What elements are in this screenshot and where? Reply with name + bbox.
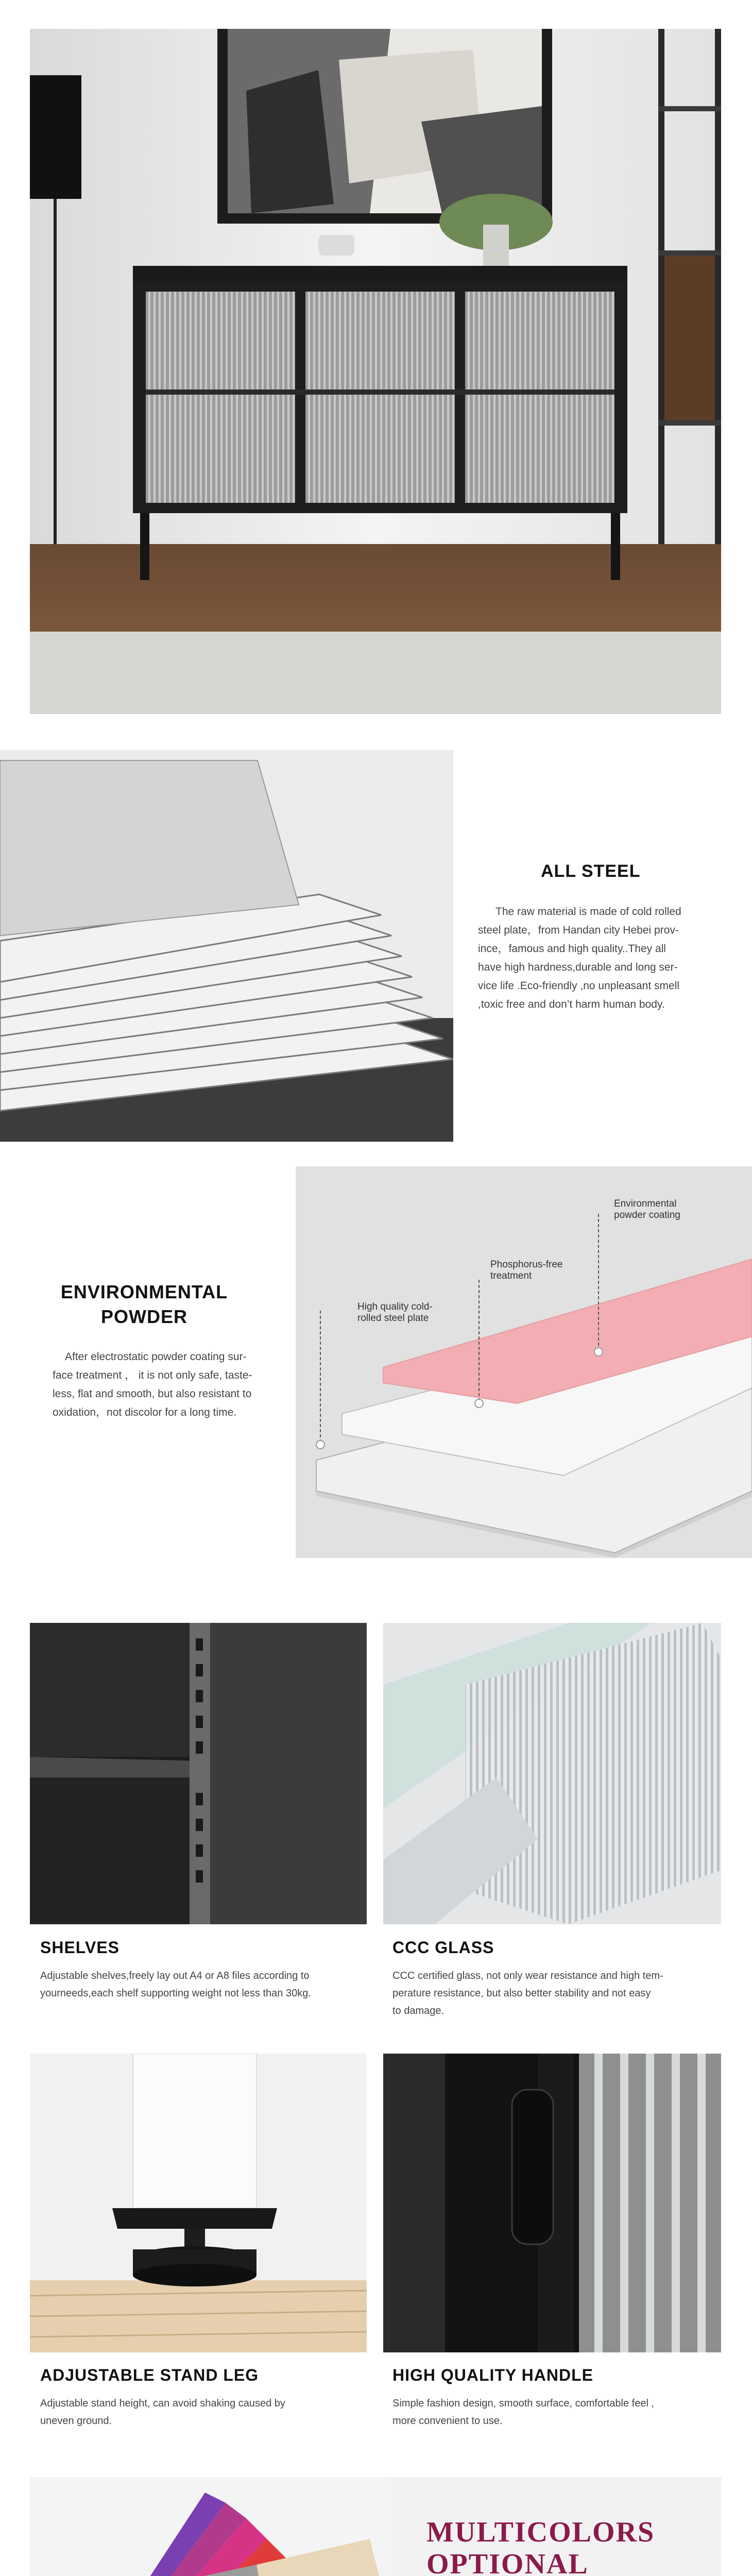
- text-line: less, flat and smooth, but also resistant to: [53, 1388, 252, 1400]
- text-line: The raw material is made of cold rolled: [495, 906, 681, 918]
- leg-photo: [30, 2054, 367, 2352]
- text-line: After electrostatic powder coating sur-: [65, 1351, 247, 1363]
- all-steel-description: [478, 903, 699, 1014]
- text-line: perature resistance, but also better stability and not easy: [392, 1988, 651, 1999]
- label-line: rolled steel plate: [357, 1313, 429, 1324]
- text-line: oxidation，not discolor for a long time.: [53, 1406, 237, 1418]
- hero-cabinet-photo: [30, 29, 721, 714]
- text-line: have high hardness,durable and long ser-: [478, 961, 678, 973]
- text-line: ,toxic free and don’t harm human body.: [478, 998, 665, 1010]
- layer-label-top: [614, 1198, 680, 1221]
- text-line: CCC certified glass, not only wear resistance and high tem-: [392, 1970, 663, 1981]
- steel-plates-photo: [0, 750, 453, 1142]
- multicolors-title: [426, 2516, 655, 2576]
- environmental-powder-description: [53, 1348, 279, 1422]
- shelves-description: [40, 1967, 360, 2002]
- text-line: Adjustable shelves,freely lay out A4 or A8 files according to: [40, 1970, 310, 1981]
- handle-photo: [383, 2054, 721, 2352]
- all-steel-title: ALL STEEL: [541, 861, 641, 881]
- multicolors-panel: [30, 2477, 721, 2576]
- text-line: to damage.: [392, 2005, 445, 2016]
- environmental-powder-title: [0, 1280, 288, 1329]
- glass-photo: [383, 1623, 721, 1924]
- color-swatch-photo: [30, 2477, 390, 2576]
- text-line: Simple fashion design, smooth surface, comfortable feel ,: [392, 2398, 655, 2409]
- text-line: more convenient to use.: [392, 2415, 503, 2427]
- handle-title: HIGH QUALITY HANDLE: [392, 2366, 593, 2384]
- text-line: ince，famous and high quality..They all: [478, 943, 666, 955]
- text-line: steel plate，from Handan city Hebei prov-: [478, 924, 679, 936]
- title-line: MULTICOLORS: [426, 2516, 655, 2548]
- title-line: ENVIRONMENTAL: [60, 1281, 228, 1302]
- text-line: Adjustable stand height, can avoid shaking caused by: [40, 2398, 285, 2409]
- label-line: High quality cold-: [357, 1301, 433, 1312]
- title-line: OPTIONAL: [426, 2548, 589, 2576]
- ccc-glass-description: [392, 1967, 717, 2020]
- label-line: treatment: [490, 1270, 532, 1281]
- label-line: Environmental: [614, 1198, 677, 1209]
- layer-label-middle: [490, 1259, 562, 1282]
- stand-leg-description: [40, 2395, 360, 2430]
- coating-layers-diagram: [296, 1166, 752, 1558]
- text-line: yourneeds,each shelf supporting weight not less than 30kg.: [40, 1988, 311, 1999]
- shelf-photo: [30, 1623, 367, 1924]
- text-line: uneven ground.: [40, 2415, 112, 2427]
- ccc-glass-title: CCC GLASS: [392, 1938, 494, 1957]
- layer-label-bottom: [357, 1301, 433, 1324]
- title-line: POWDER: [101, 1306, 187, 1327]
- label-line: Phosphorus-free: [490, 1259, 563, 1270]
- shelves-title: SHELVES: [40, 1938, 119, 1957]
- handle-description: [392, 2395, 717, 2430]
- text-line: face treatment ， it is not only safe, taste-: [53, 1369, 252, 1381]
- stand-leg-title: ADJUSTABLE STAND LEG: [40, 2366, 259, 2384]
- text-line: vice life .Eco-friendly ,no unpleasant smell: [478, 980, 680, 992]
- label-line: powder coating: [614, 1210, 680, 1221]
